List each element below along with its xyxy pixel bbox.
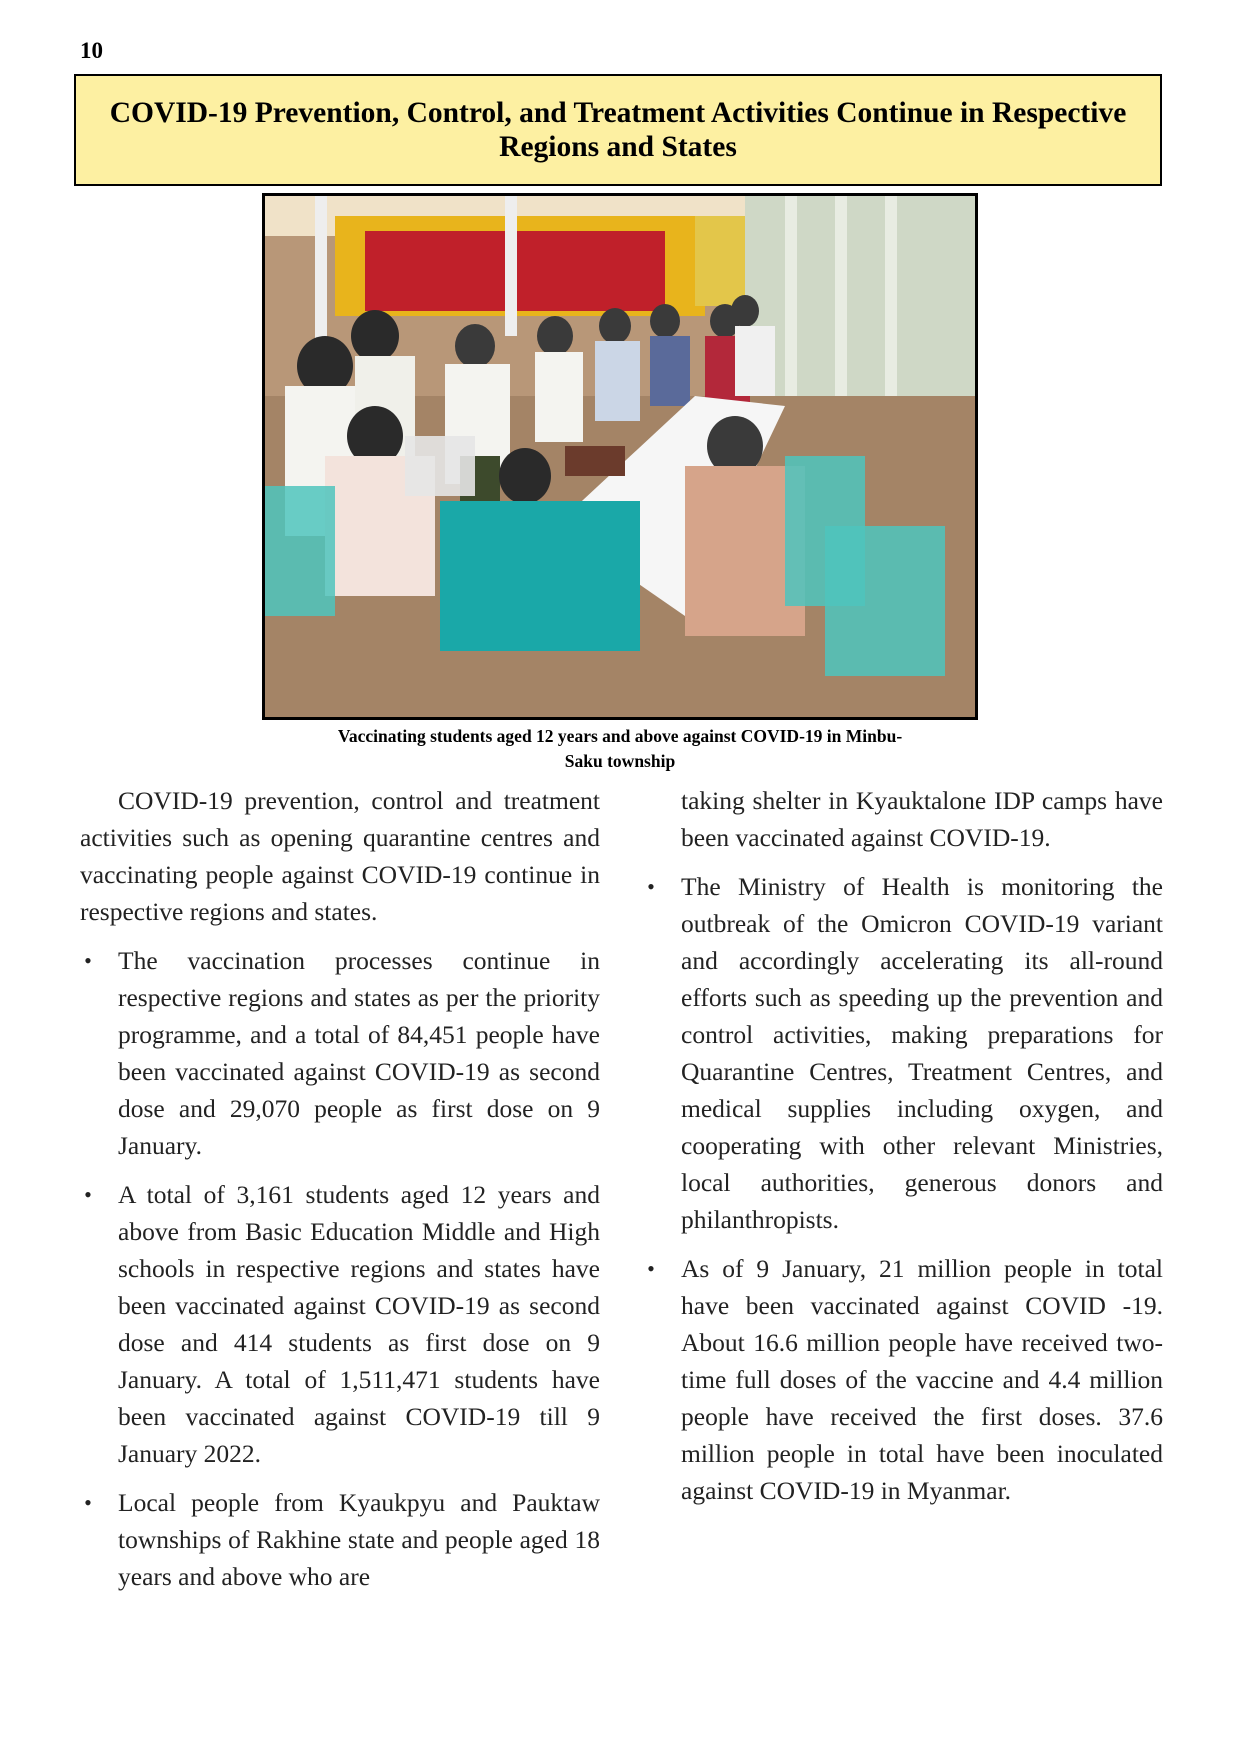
bullet-icon: • <box>84 1182 92 1207</box>
bullet-list-left <box>80 942 600 1595</box>
photo-caption-line-2: Saku township <box>564 751 676 771</box>
list-item-continuation: taking shelter in Kyauktalone IDP camps have been vaccinated against COVID-19. <box>681 786 1163 852</box>
list-item <box>80 1484 600 1595</box>
list-item <box>643 1250 1163 1509</box>
headline: COVID-19 Prevention, Control, and Treatment Activities Continue in Respective Regions and States <box>109 97 1127 163</box>
article-intro: COVID-19 prevention, control and treatment activities such as opening quarantine centres and vaccinating people against COVID-19 continue in respective regions and states. <box>80 786 600 926</box>
bullet-list-right <box>643 868 1163 1509</box>
list-item <box>80 1176 600 1472</box>
article-column-right <box>643 782 1163 1509</box>
vaccination-photo-illustration <box>265 196 975 717</box>
list-item-text: The vaccination processes continue in respective regions and states as per the priority programme, and a total of 84,451 people have been vaccinated against COVID-19 as second dose and 29,070 people as first dose on 9 January. <box>118 946 600 1160</box>
bullet-icon: • <box>84 1490 92 1515</box>
headline-box <box>74 74 1162 186</box>
list-item-text: Local people from Kyaukpyu and Pauktaw townships of Rakhine state and people aged 18 years and above who are <box>118 1488 600 1591</box>
list-item <box>643 868 1163 1238</box>
article-column-left <box>80 782 600 1595</box>
photo-caption-line-1: Vaccinating students aged 12 years and above against COVID-19 in Minbu- <box>337 726 903 746</box>
bullet-icon: • <box>647 1256 655 1281</box>
photo-caption <box>262 724 978 774</box>
bullet-icon: • <box>647 874 655 899</box>
list-item-text: The Ministry of Health is monitoring the outbreak of the Omicron COVID-19 variant and accordingly accelerating its all-round efforts such as speeding up the prevention and control activities, making preparations for Quarantine Centres, Treatment Centres, and medical supplies including oxygen, and cooperating with other relevant Ministries, local authorities, generous donors and philanthropists. <box>681 872 1163 1234</box>
list-item-text: As of 9 January, 21 million people in total have been vaccinated against COVID -19. About 16.6 million people have received two-time full doses of the vaccine and 4.4 million people have received the first doses. 37.6 million people in total have been inoculated against COVID-19 in Myanmar. <box>681 1254 1163 1505</box>
page-number: 10 <box>80 38 103 63</box>
list-item <box>80 942 600 1164</box>
bullet-icon: • <box>84 948 92 973</box>
list-item-text: A total of 3,161 students aged 12 years and above from Basic Education Middle and High schools in respective regions and states have been vaccinated against COVID-19 as second dose and 414 students as first dose on 9 January. A total of 1,511,471 students have been vaccinated against COVID-19 till 9 January 2022. <box>118 1180 600 1468</box>
vaccination-photo <box>262 193 978 720</box>
